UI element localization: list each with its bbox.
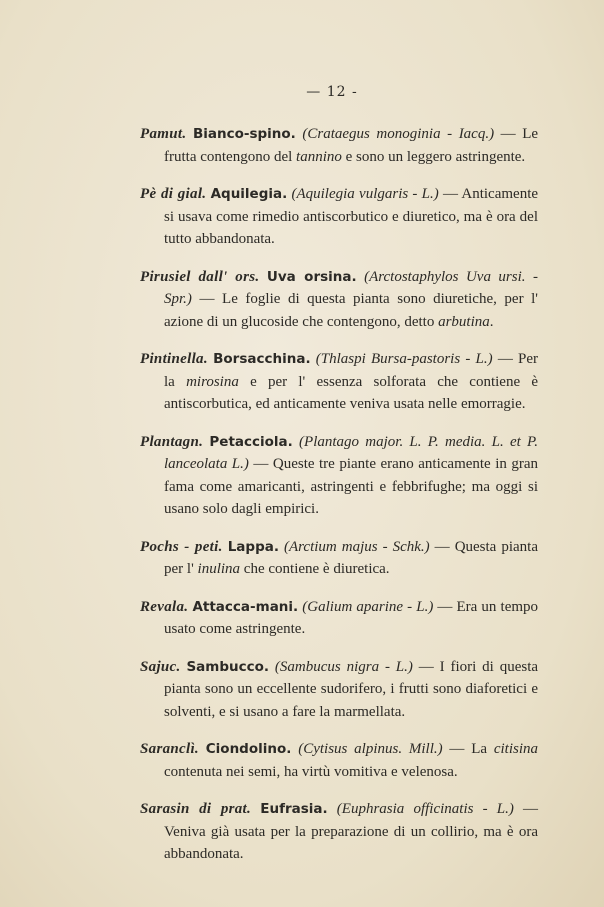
entry-list bbox=[140, 108, 538, 876]
description-text: — Le frutta contengono del bbox=[164, 126, 539, 165]
dialect-name: Pirusiel dall' ors. bbox=[140, 268, 260, 285]
description-text: — Le foglie di questa pianta sono diuretiche, per l' azione di un glucoside che contengono, detto bbox=[164, 291, 538, 330]
plant-entry bbox=[140, 738, 538, 783]
plant-entry bbox=[140, 266, 538, 334]
description-text: — Anticamente si usava come rimedio antiscorbutico e diuretico, ma è ora del tutto abbandonata. bbox=[164, 186, 539, 247]
description-text: — La bbox=[442, 741, 494, 757]
dialect-name: Pè di gial. bbox=[140, 186, 207, 202]
plant-entry bbox=[140, 348, 538, 416]
scientific-name: (Arctostaphylos Uva ursi. - Spr.) bbox=[164, 268, 538, 307]
scientific-name: (Thlaspi Bursa-pastoris - L.) bbox=[315, 351, 493, 367]
scientific-name: (Galium aparine - L.) bbox=[302, 598, 434, 615]
plant-entry bbox=[140, 798, 538, 866]
common-name: Aquilegia. bbox=[210, 186, 288, 202]
description-text: — Veniva già usata per la preparazione di un collirio, ma è ora abbandonata. bbox=[164, 801, 539, 862]
scientific-name: (Aquilegia vulgaris - L.) bbox=[291, 186, 439, 202]
description-text: — Queste tre piante erano anticamente in gran fama come amaricanti, astringenti e febbrifughe; ma oggi si usano solo dagli empirici. bbox=[164, 456, 539, 517]
description-text: contenuta nei semi, ha virtù vomitiva e velenosa. bbox=[164, 763, 458, 780]
dialect-name: Sarasin di prat. bbox=[140, 801, 252, 817]
scientific-name: (Sambucus nigra - L.) bbox=[274, 658, 413, 675]
compound-name: inulina bbox=[197, 561, 241, 577]
common-name: Eufrasia. bbox=[260, 801, 328, 817]
description-text: — Era un tempo usato come astringente. bbox=[164, 598, 539, 637]
common-name: Petacciola. bbox=[209, 433, 293, 450]
common-name: Attacca-mani. bbox=[192, 598, 299, 615]
plant-entry bbox=[140, 656, 538, 724]
dialect-name: Pochs - peti. bbox=[140, 538, 223, 555]
scientific-name: (Arctium majus - Schk.) bbox=[283, 538, 430, 555]
common-name: Borsacchina. bbox=[213, 351, 311, 367]
compound-name: citisina bbox=[493, 741, 538, 757]
description-text: e sono un leggero astringente. bbox=[341, 148, 526, 165]
description-text: — Questa pianta per l' bbox=[164, 538, 539, 577]
common-name: Lappa. bbox=[227, 538, 279, 555]
dialect-name: Pintinella. bbox=[140, 351, 208, 367]
description-text: e per l' essenza solforata che contiene è antiscorbutica, ed anticamente veniva usata nelle emorragie. bbox=[164, 373, 538, 412]
scientific-name: (Euphrasia officinatis - L.) bbox=[336, 801, 514, 817]
scientific-name: (Plantago major. L. P. media. L. et P. lanceolata L.) bbox=[164, 433, 539, 472]
plant-entry bbox=[140, 431, 538, 521]
description-text: — Per la bbox=[164, 351, 539, 390]
dialect-name: Plantagn. bbox=[140, 433, 204, 450]
common-name: Bianco-spino. bbox=[192, 126, 296, 142]
common-name: Uva orsina. bbox=[266, 268, 357, 285]
compound-name: arbutina bbox=[438, 313, 490, 330]
compound-name: tannino bbox=[296, 148, 342, 165]
description-text: . bbox=[489, 313, 494, 330]
dialect-name: Sajuc. bbox=[140, 658, 181, 675]
page-number: — 12 - bbox=[306, 84, 358, 100]
plant-entry bbox=[140, 596, 538, 641]
dialect-name: Revala. bbox=[140, 598, 189, 615]
scientific-name: (Cytisus alpinus. Mill.) bbox=[298, 741, 443, 757]
common-name: Sambucco. bbox=[186, 658, 270, 675]
plant-entry bbox=[140, 536, 538, 581]
common-name: Ciondolino. bbox=[205, 741, 292, 757]
dialect-name: Pamut. bbox=[140, 126, 187, 142]
dialect-name: Saranclì. bbox=[140, 741, 199, 757]
plant-entry bbox=[140, 123, 538, 168]
compound-name: mirosina bbox=[186, 373, 239, 390]
description-text: — I fiori di questa pianta sono un eccellente sudorifero, i frutti sono diaforetici e solventi, e si usano a fare la marmellata. bbox=[164, 658, 539, 720]
description-text: che contiene è diuretica. bbox=[240, 561, 390, 577]
plant-entry bbox=[140, 183, 538, 251]
scientific-name: (Crataegus monoginia - Iacq.) bbox=[302, 126, 495, 142]
